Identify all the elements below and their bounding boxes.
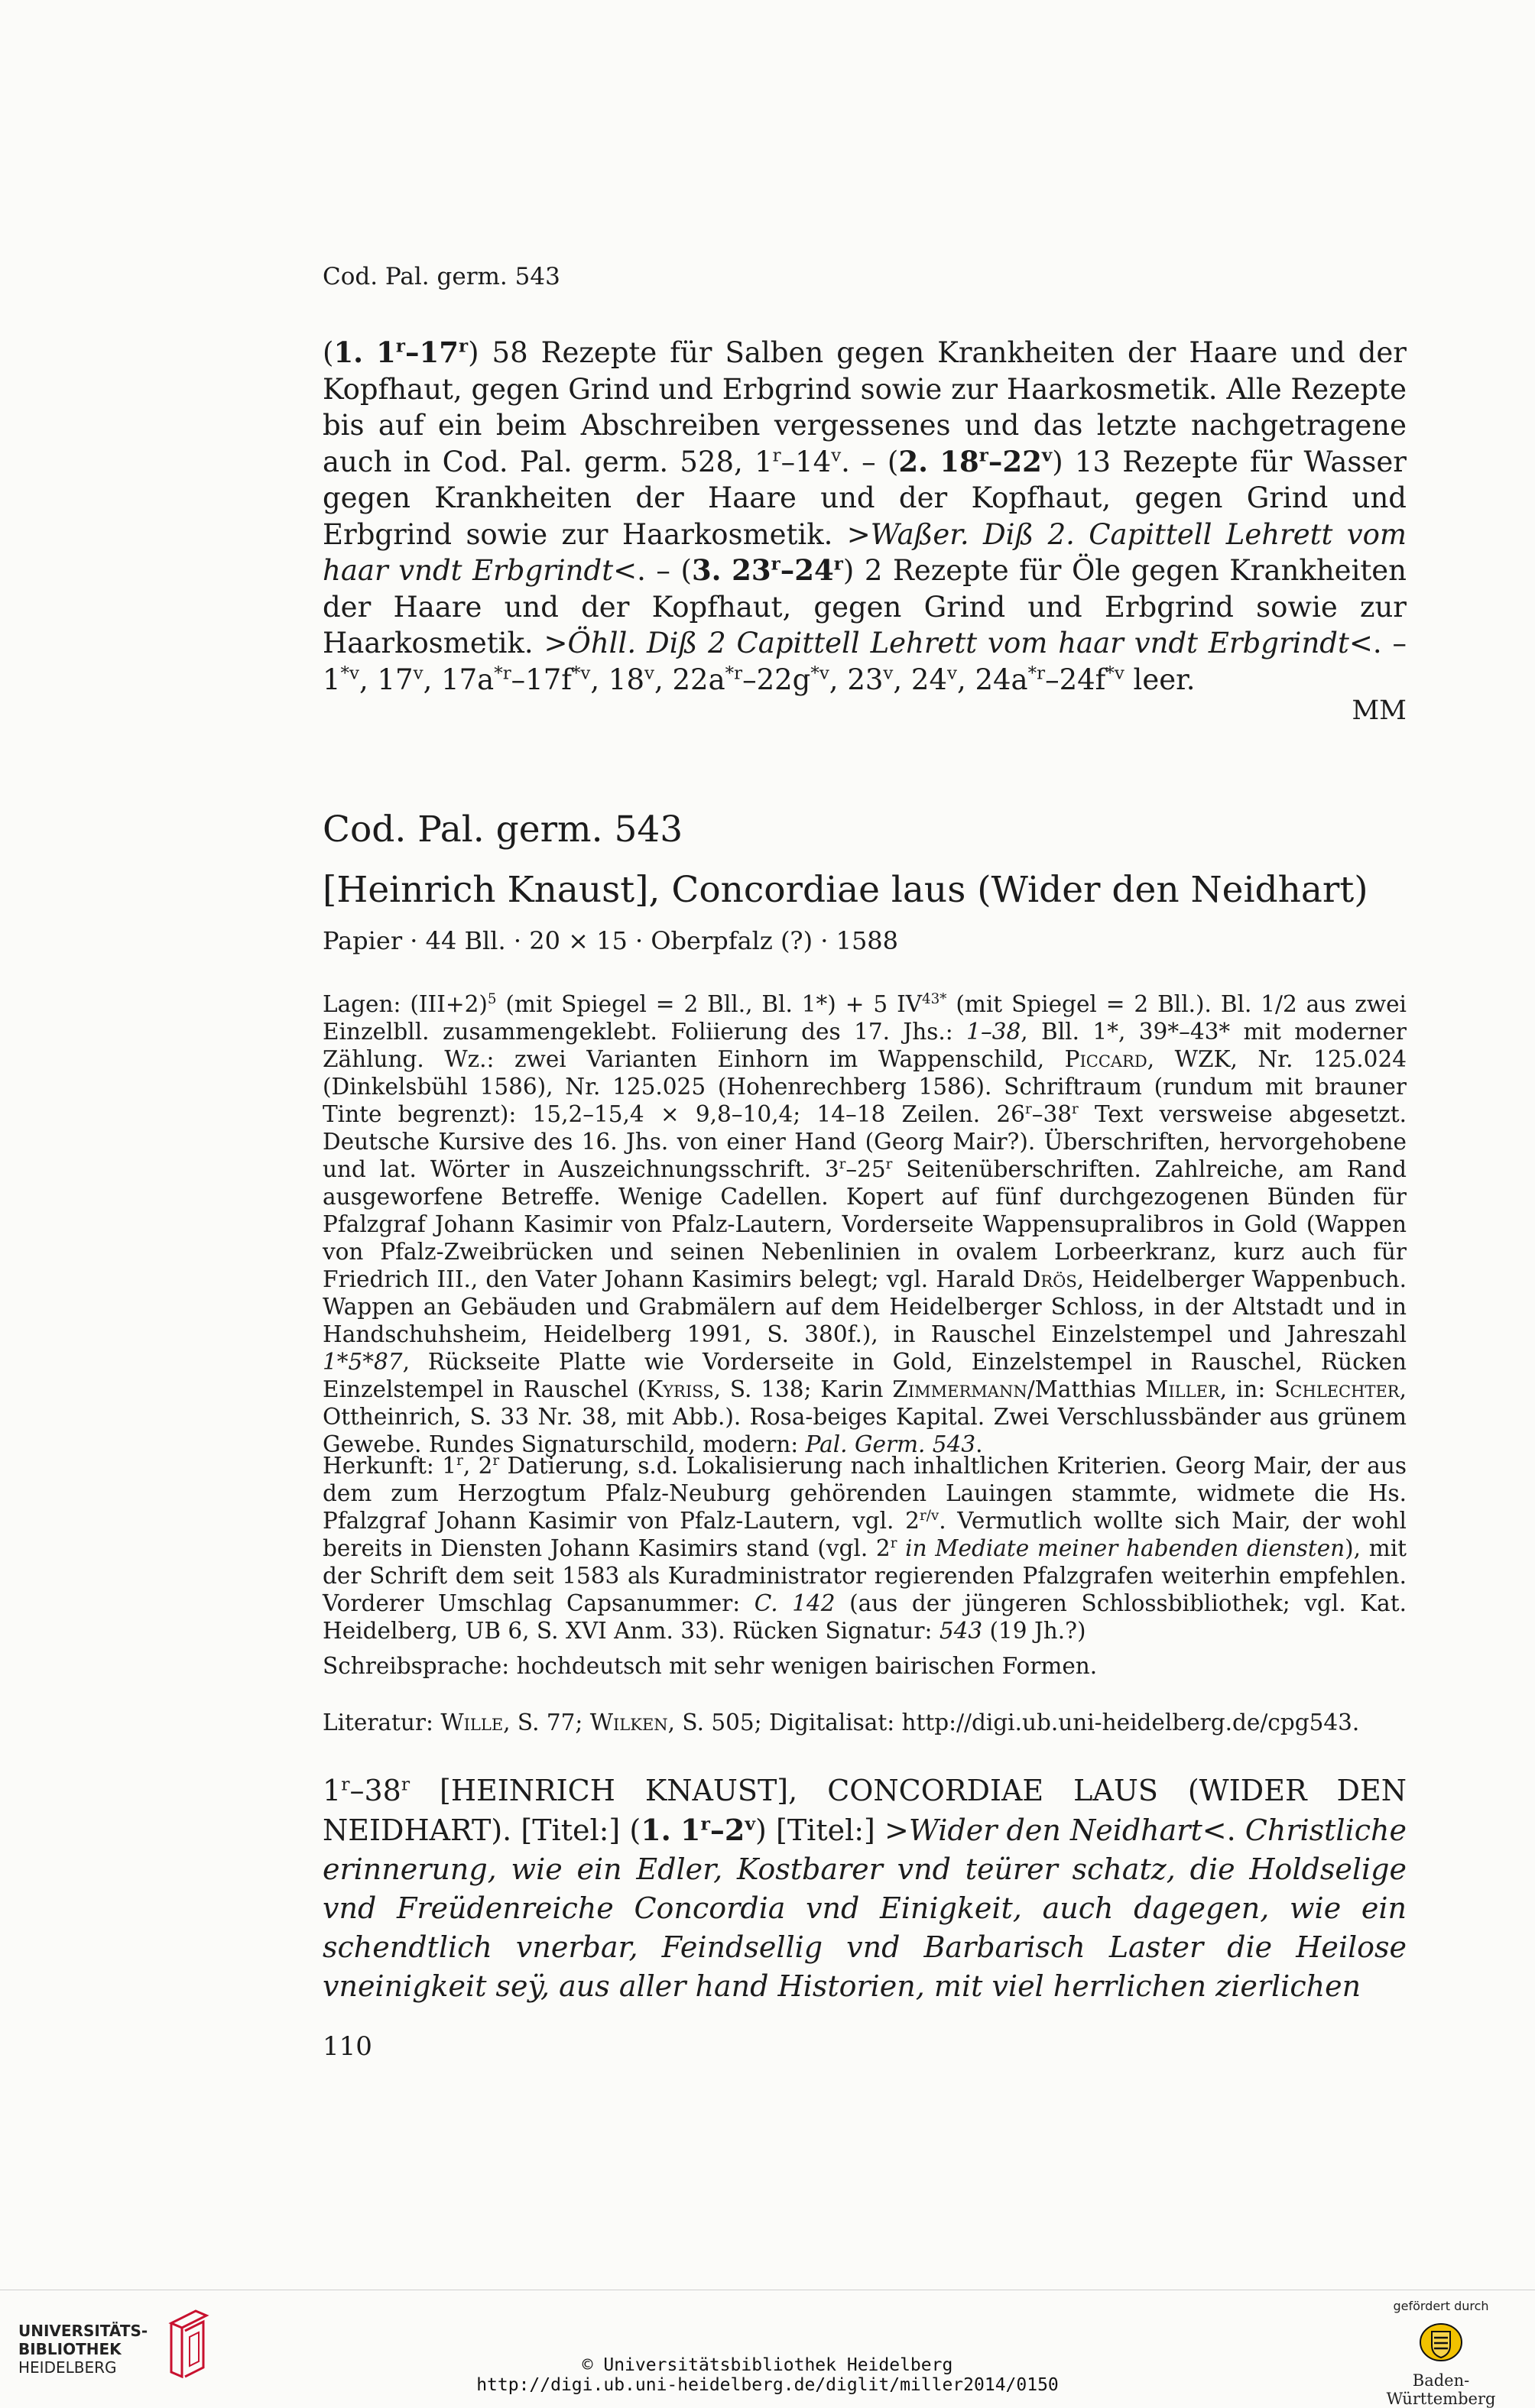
running-head: Cod. Pal. germ. 543 — [323, 263, 560, 290]
copyright-footer — [0, 2355, 1535, 2395]
literature-paragraph: Literatur: Wille, S. 77; Wilken, S. 505; Digitalisat: http://digi.ub.uni-heidelberg.de/cpg543. — [323, 1710, 1360, 1736]
copyright-line: © Universitätsbibliothek Heidelberg — [582, 2355, 953, 2375]
previous-entry-text: (1. 1$^r$–17$^r$) 58 Rezepte für Salben gegen Krankheiten der Haare und der Kopfhaut, gegen Grind und Erbgrind sowie zur Haarkosmetik. Alle Rezepte bis auf ein beim Abschreiben vergessenes und das letzte nachgetragene auch in Cod. Pal. germ. 528, 1$^r$–14$^v$. – (2. 18$^r$–22$^v$) 13 Rezepte für Wasser gegen Krankheiten der Haare und der Kopfhaut, gegen Grind und Erbgrind sowie zur Haarkosmetik. >Waßer. Diß 2. Capittell Lehrett vom haar vndt Erbgrindt<. – (3. 23$^r$–24$^r$) 2 Rezepte für Öle gegen Krankheiten der Haare und der Kopfhaut, gegen Grind und Erbgrind sowie zur Haarkosmetik. >Öhll. Diß 2 Capittell Lehrett vom haar vndt Erbgrindt<. – 1$^{*v}$, 17$^v$, $17a^{*r}-17f^{*v}$, 18$^v$, $22a^{*r}-22g^{*v}$, 23$^v$, 24$^v$, $24a^{*r}-24f^{*v}$ leer. — [323, 335, 1407, 696]
page-number: 110 — [323, 2031, 372, 2062]
physical-description: Papier · 44 Bll. · 20 × 15 · Oberpfalz (?) · 1588 — [323, 926, 899, 955]
coat-of-arms-icon — [1417, 2319, 1465, 2365]
entry-title: [Heinrich Knaust], Concordiae laus (Wider den Neidhart) — [323, 869, 1368, 911]
library-wordmark: UNIVERSITÄTS- BIBLIOTHEK HEIDELBERG — [18, 2322, 148, 2377]
funded-by-label: gefördert durch — [1393, 2299, 1489, 2313]
author-initials: MM — [1352, 695, 1407, 726]
shelfmark-heading: Cod. Pal. germ. 543 — [323, 809, 683, 851]
permalink-url[interactable]: http://digi.ub.uni-heidelberg.de/diglit/miller2014/0150 — [476, 2375, 1059, 2395]
codicology-paragraph: Lagen: $(III+2)^5$ (mit Spiegel = 2 Bll., Bl. 1*) + 5 $IV^{43*}$ (mit Spiegel = 2 Bll.). Bl. 1/2 aus zwei Einzelbll. zusammengeklebt. Foliierung des 17. Jhs.: 1–38, Bll. 1*, 39*–43* mit moderner Zählung. Wz.: zwei Varianten Einhorn im Wappenschild, Piccard, WZK, Nr. 125.024 (Dinkelsbühl 1586), Nr. 125.025 (Hohenrechberg 1586). Schriftraum (rundum mit brauner Tinte begrenzt): 15,2–15,4 × 9,8–10,4; 14–18 Zeilen. 26$^r$–38$^r$ Text versweise abgesetzt. Deutsche Kursive des 16. Jhs. von einer Hand (Georg Mair?). Überschriften, hervorgehobene und lat. Wörter in Auszeichnungsschrift. 3$^r$–25$^r$ Seitenüberschriften. Zahlreiche, am Rand ausgeworfene Betreffe. Wenige Cadellen. Kopert auf fünf durchgezogenen Bünden für Pfalzgraf Johann Kasimir von Pfalz-Lautern, Vorderseite Wappensupralibros in Gold (Wappen von Pfalz-Zweibrücken und seinen Nebenlinien in ovalem Lorbeerkranz, kurz auch für Friedrich III., den Vater Johann Kasimirs belegt; vgl. Harald Drös, Heidelberger Wappenbuch. Wappen an Gebäuden und Grabmälern auf dem Heidelberger Schloss, in der Altstadt und in Handschuhsheim, Heidelberg 1991, S. 380f.), in Rauschel Einzelstempel und Jahreszahl 1*5*87, Rückseite Platte wie Vorderseite in Gold, Einzelstempel in Rauschel, Rücken Einzelstempel in Rauschel (Kyriss, S. 138; Karin Zimmermann/Matthias Miller, in: Schlechter, Ottheinrich, S. 33 Nr. 38, mit Abb.). Rosa-beiges Kapital. Zwei Verschlussbänder aus grünem Gewebe. Rundes Signaturschild, modern: Pal. Germ. 543. — [323, 991, 1407, 1457]
funder-block — [1361, 2299, 1521, 2408]
main-content-text: 1$^r$–38$^r$ [HEINRICH KNAUST], CONCORDIAE LAUS (WIDER DEN NEIDHART). [Titel:] (1. 1$^r$–2$^v$) [Titel:] >Wider den Neidhart<. Christliche erinnerung, wie ein Edler, Kostbarer vnd teürer schatz, die Holdselige vnd Freüdenreiche Concordia vnd Einigkeit, auch dagegen, wie ein schendtlich vnerbar, Feindsellig vnd Barbarisch Laster die Heilose vneinigkeit seÿ, aus aller hand Historien, mit viel herrlichen zierlichen — [323, 1773, 1407, 2003]
funder-name: Baden-Württemberg — [1386, 2371, 1496, 2408]
provenance-paragraph: Herkunft: 1$^r$, 2$^r$ Datierung, s.d. Lokalisierung nach inhaltlichen Kriterien. Georg Mair, der aus dem zum Herzogtum Pfalz-Neuburg gehörenden Lauingen stammte, widmete die Hs. Pfalzgraf Johann Kasimir von Pfalz-Lautern, vgl. $2^{r/v}$. Vermutlich wollte sich Mair, der wohl bereits in Diensten Johann Kasimirs stand (vgl. 2$^r$ in Mediate meiner habenden diensten), mit der Schrift dem seit 1583 als Kuradministrator regierenden Pfalzgrafen weiterhin empfehlen. Vorderer Umschlag Capsanummer: C. 142 (aus der jüngeren Schlossbibliothek; vgl. Kat. Heidelberg, UB 6, S. XVI Anm. 33). Rücken Signatur: 543 (19 Jh.?) — [323, 1453, 1407, 1644]
language-paragraph: Schreibsprache: hochdeutsch mit sehr wenigen bairischen Formen. — [323, 1653, 1098, 1679]
